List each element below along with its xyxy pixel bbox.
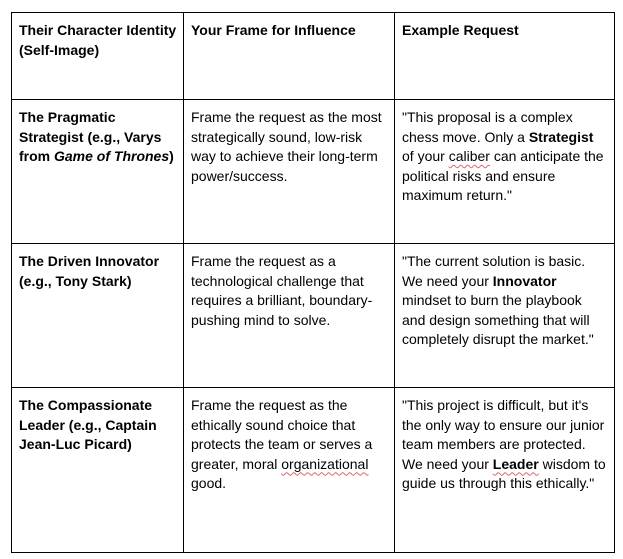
- identity-text: The Pragmatic Strategist (e.g., Varys from: [19, 109, 162, 164]
- example-text: "The current solution is basic. We need your: [402, 253, 586, 289]
- identity-text-end: ): [169, 148, 174, 164]
- header-example: Example Request: [395, 13, 615, 100]
- frame-text-end: good.: [191, 475, 227, 491]
- frame-text: Frame the request as the ethically sound choice that protects the team or serves a greater, moral: [191, 397, 373, 472]
- example-bold-text: Innovator: [492, 272, 557, 289]
- identity-cell: The Compassionate Leader (e.g., Captain Jean-Luc Picard): [12, 388, 184, 553]
- example-text-end: wisdom to guide us through this ethically.": [402, 455, 606, 491]
- header-row: [12, 13, 615, 100]
- identity-cell: The Driven Innovator (e.g., Tony Stark): [12, 244, 184, 388]
- example-text: "This proposal is a complex chess move. Only a: [402, 109, 573, 145]
- table-row: [12, 244, 615, 388]
- influence-table: [11, 12, 615, 553]
- example-text-end: can anticipate the political risks and ensure maximum return.": [402, 148, 604, 203]
- frame-cell: Frame the request as the most strategically sound, low-risk way to achieve their long-term power/success.: [184, 100, 395, 244]
- example-cell: [395, 244, 615, 388]
- example-cell: [395, 388, 615, 553]
- header-frame: Your Frame for Influence: [184, 13, 395, 100]
- header-identity: Their Character Identity (Self-Image): [12, 13, 184, 100]
- example-bold-text: Strategist: [528, 128, 594, 145]
- table-row: [12, 100, 615, 244]
- example-text: "This project is difficult, but it's the only way to ensure our junior team members are protected. We need your: [402, 397, 605, 472]
- identity-italic-text: Game of Thrones: [54, 148, 170, 164]
- identity-cell: [12, 100, 184, 244]
- example-text-mid: of your: [402, 148, 449, 164]
- spellcheck-flagged-word[interactable]: caliber: [448, 148, 490, 164]
- frame-cell: Frame the request as a technological challenge that requires a brilliant, boundary-pushing mind to solve.: [184, 244, 395, 388]
- spellcheck-flagged-word[interactable]: organizational: [281, 455, 369, 472]
- example-text-end: mindset to burn the playbook and design something that will completely disrupt the market.": [402, 292, 594, 347]
- example-bold-text[interactable]: Leader: [492, 455, 539, 472]
- table-row: [12, 388, 615, 553]
- frame-cell: [184, 388, 395, 553]
- example-cell: [395, 100, 615, 244]
